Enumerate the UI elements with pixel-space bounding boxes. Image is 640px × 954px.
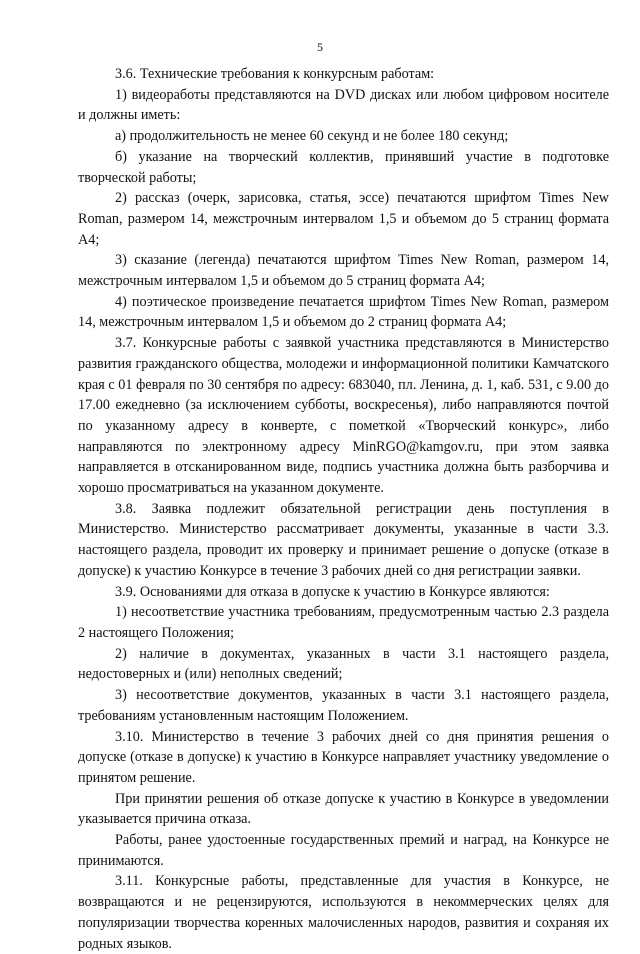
paragraph-duration: а) продолжительность не менее 60 секунд и не более 180 секунд;: [115, 128, 509, 145]
paragraph-previous-awards: Работы, ранее удостоенные государственных премий и наград, на Конкурсе не принимаются.: [78, 832, 609, 869]
paragraph-3-7: 3.7. Конкурсные работы с заявкой участника представляются в Министерство развития гражданского общества, молодежи и информационной политики Камчатского края с 01 февраля по 30 сентября по адресу: 683040, пл. Ленина, д. 1, каб. 531, с 9.00 до 17.00 ежедневно (за исключением субботы, воскресенья), либо направляются почтой по указанному адресу в конверте, с пометкой «Творческий конкурс», либо направляются по электронному адресу MinRGO@kamgov.ru, при этом заявка направляется в отсканированном виде, подпись участника должна быть разборчива и хорошо просматриваться на указанном документе.: [78, 335, 609, 497]
paragraph-story: 2) рассказ (очерк, зарисовка, статья, эссе) печатаются шрифтом Times New Roman, размером 14, межстрочным интервалом 1,5 и объемом до 5 страниц формата А4;: [78, 190, 609, 248]
paragraph-3-11: 3.11. Конкурсные работы, представленные для участия в Конкурсе, не возвращаются и не рецензируются, используются в некоммерческих целях для популяризации творчества коренных малочисленных народов, развития и сохраняя их родных языков.: [78, 873, 609, 952]
paragraph-3-9-heading: 3.9. Основаниями для отказа в допуске к участию в Конкурсе являются:: [115, 583, 550, 600]
paragraph-3-6-heading: 3.6. Технические требования к конкурсным работам:: [115, 66, 435, 82]
paragraph-poetry: 4) поэтическое произведение печатается шрифтом Times New Roman, размером 14, межстрочным интервалом 1,5 и объемом до 2 страниц формата А4;: [78, 293, 609, 331]
paragraph-3-10: 3.10. Министерство в течение 3 рабочих дней со дня принятия решения о допуске (отказе в допуске) к участию в Конкурсе направляет участнику уведомление о принятом решение.: [78, 728, 609, 786]
page-number: 5: [317, 40, 323, 54]
paragraph-refusal-notice: При принятии решения об отказе допуске к участию в Конкурсе в уведомлении указывается причина отказа.: [78, 790, 609, 828]
paragraph-team-credit: б) указание на творческий коллектив, принявший участие в подготовке творческой работы;: [78, 148, 609, 186]
paragraph-3-8: 3.8. Заявка подлежит обязательной регистрации день поступления в Министерство. Министерство рассматривает документы, указанные в части 3.3. настоящего раздела, проводит их проверку и принимает решение о допуске (отказе в допуске) к участию Конкурсе в течение 3 рабочих дней со дня регистрации заявки.: [78, 500, 609, 579]
document-body: [78, 64, 609, 954]
paragraph-refusal-reason-3: 3) несоответствие документов, указанных в части 3.1 настоящего раздела, требованиям установленным настоящим Положением.: [78, 687, 609, 724]
paragraph-refusal-reason-1: 1) несоответствие участника требованиям, предусмотренным частью 2.3 раздела 2 настоящего Положения;: [78, 604, 609, 641]
paragraph-video-works: 1) видеоработы представляются на DVD дисках или любом цифровом носителе и должны иметь:: [78, 86, 609, 124]
paragraph-legend: 3) сказание (легенда) печатаются шрифтом Times New Roman, размером 14, межстрочным интервалом 1,5 и объемом до 5 страниц формата А4;: [78, 252, 609, 290]
paragraph-refusal-reason-2: 2) наличие в документах, указанных в части 3.1 настоящего раздела, недостоверных и (или) неполных сведений;: [78, 645, 609, 683]
